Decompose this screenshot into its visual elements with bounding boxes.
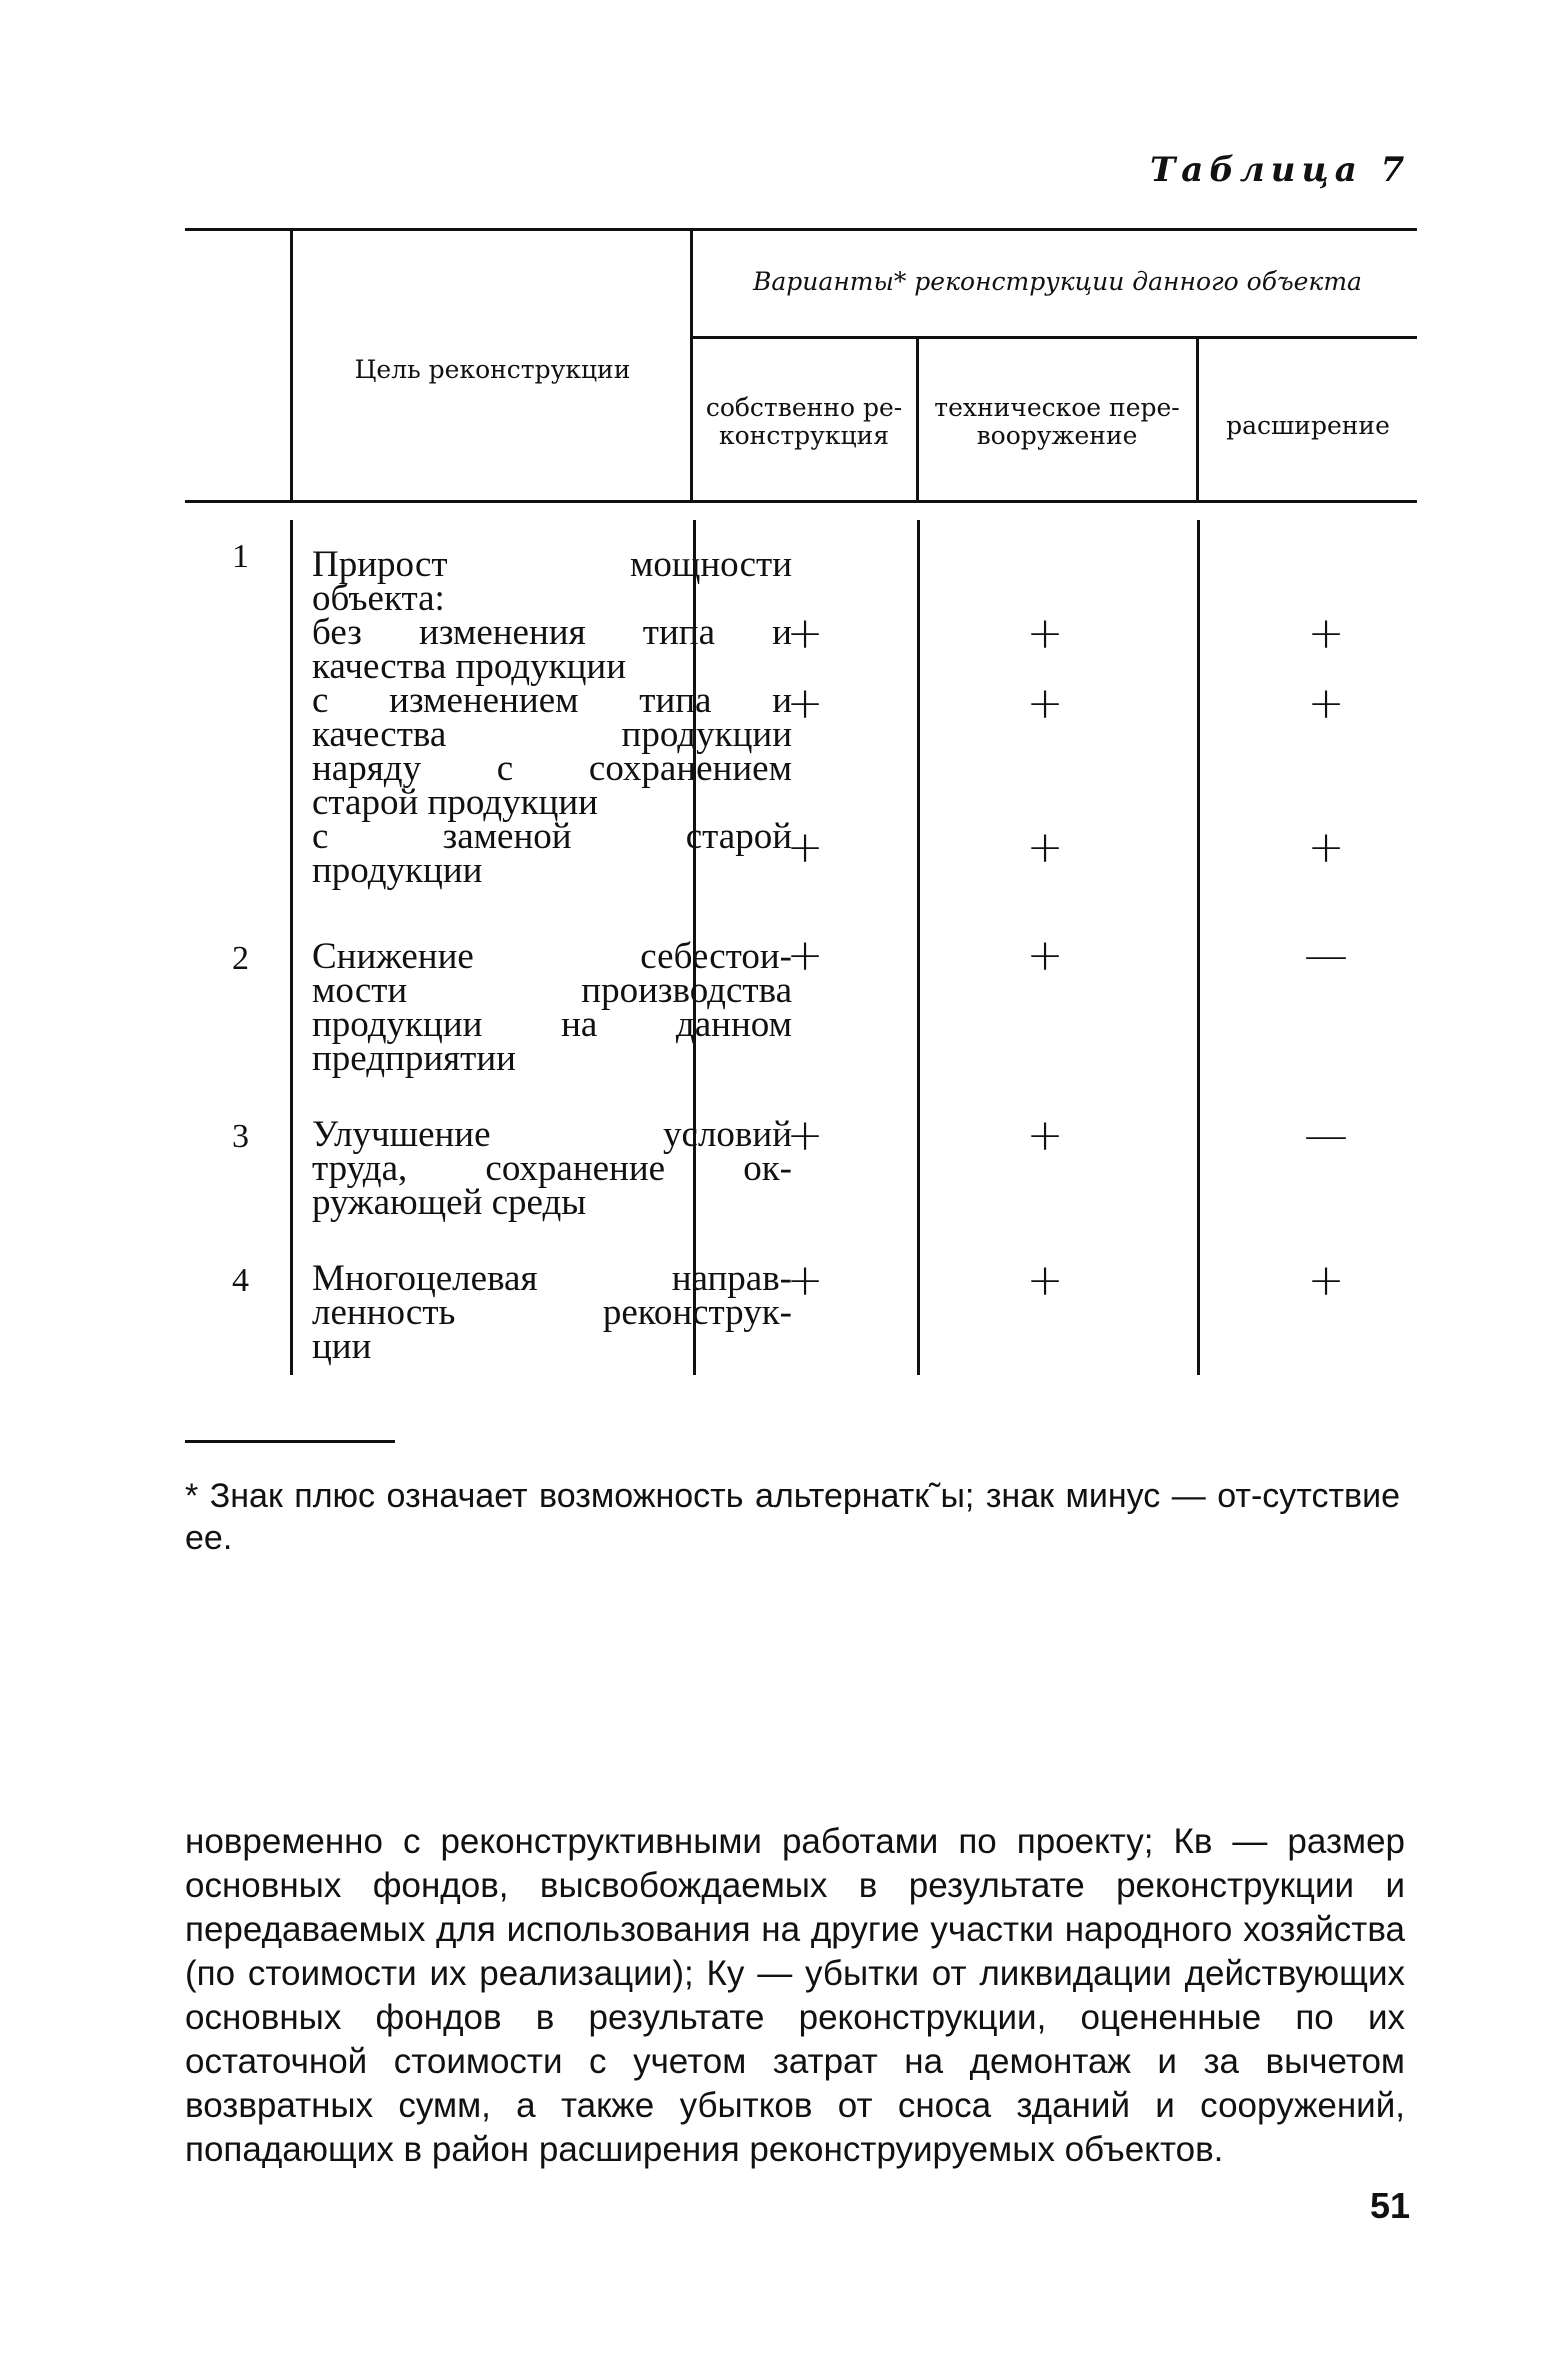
sign-cell: + bbox=[1026, 1255, 1064, 1306]
goal-line: Улучшение условий bbox=[312, 1114, 792, 1155]
goal-line: с изменением типа и bbox=[312, 680, 792, 721]
goal-line: мости производства bbox=[312, 970, 792, 1011]
sign-cell: + bbox=[1026, 930, 1064, 981]
body-vline-1 bbox=[290, 520, 293, 1375]
goal-line: труда, сохранение ок- bbox=[312, 1148, 792, 1189]
header-bottom-rule bbox=[185, 500, 1417, 503]
goal-line: ружающей среды bbox=[312, 1182, 587, 1223]
goal-line: ции bbox=[312, 1326, 372, 1367]
sign-cell: + bbox=[1026, 1110, 1064, 1161]
goal-line: продукции bbox=[312, 850, 483, 891]
sign-cell: — bbox=[1304, 930, 1348, 981]
body-paragraph: новременно с реконструктивными работами по проекту; Кв — размер основных фондов, высвобождаемых в результате реконструкции и передаваемых для использования на другие участки народного хозяйства (по стоимости их реализации); Ку — убытки от ликвидации действующих основных фондов в результате реконструкции, оцененные по их остаточной стоимости с учетом затрат на демонтаж и за вычетом возвратных сумм, а также убытков от сноса зданий и сооружений, попадающих в район расширения реконструируемых объектов. bbox=[185, 1822, 1405, 2169]
sign-cell: + bbox=[786, 678, 824, 729]
sign-cell: + bbox=[1307, 1255, 1345, 1306]
sign-cell: + bbox=[1307, 678, 1345, 729]
page-number: 51 bbox=[1370, 2185, 1411, 2226]
sign-cell: + bbox=[1307, 822, 1345, 873]
sign-cell: — bbox=[1304, 1110, 1348, 1161]
goal-line: качества продукции bbox=[312, 714, 792, 755]
body-vline-3 bbox=[917, 520, 920, 1375]
header-col-2-line-2: вооружение bbox=[976, 421, 1138, 450]
row-goal-text bbox=[312, 544, 792, 891]
sign-cell: + bbox=[1026, 608, 1064, 659]
header-col-1-line-2: конструкция bbox=[718, 421, 890, 450]
sign-cell: + bbox=[786, 1255, 824, 1306]
row-number: 4 bbox=[232, 1262, 249, 1299]
row-number: 3 bbox=[232, 1118, 249, 1155]
header-col-2-line-1: техническое пере- bbox=[934, 393, 1180, 422]
sign-cell: + bbox=[1026, 678, 1064, 729]
row-goal-text bbox=[312, 936, 792, 1079]
goal-line: качества продукции bbox=[312, 646, 626, 687]
row-goal-text bbox=[312, 1114, 792, 1223]
goal-line: старой продукции bbox=[312, 782, 598, 823]
sign-cell: + bbox=[786, 608, 824, 659]
header-vline-2 bbox=[690, 230, 693, 500]
header-goal-label: Цель реконструкции bbox=[354, 355, 631, 384]
header-col-own-reconstruction bbox=[690, 394, 918, 450]
row-number: 1 bbox=[232, 538, 249, 575]
header-col-1-line-1: собственно ре- bbox=[705, 393, 903, 422]
goal-line: объекта: bbox=[312, 578, 445, 619]
header-variants-label: Варианты* реконструкции данного объекта bbox=[753, 267, 1362, 296]
goal-line: с заменой старой bbox=[312, 816, 792, 857]
goal-line: Снижение себестои- bbox=[312, 936, 792, 977]
header-col-3-line-1: расширение bbox=[1226, 411, 1390, 440]
goal-line: ленность реконструк- bbox=[312, 1292, 792, 1333]
goal-line: без изменения типа и bbox=[312, 612, 792, 653]
sign-cell: + bbox=[1307, 608, 1345, 659]
goal-line: наряду с сохранением bbox=[312, 748, 792, 789]
goal-line: предприятии bbox=[312, 1038, 516, 1079]
goal-line: продукции на данном bbox=[312, 1004, 792, 1045]
header-col-expansion bbox=[1198, 412, 1418, 440]
header-divider bbox=[692, 336, 1417, 339]
row-goal-text bbox=[312, 1258, 792, 1367]
table-title: Таблица 7 bbox=[1150, 150, 1411, 190]
header-vline-1 bbox=[290, 230, 293, 500]
sign-cell: + bbox=[786, 822, 824, 873]
table-top-rule bbox=[185, 228, 1417, 231]
sign-cell: + bbox=[786, 930, 824, 981]
header-col-technical-reequipment bbox=[918, 394, 1196, 450]
goal-line: Прирост мощности bbox=[312, 544, 792, 585]
sign-cell: + bbox=[786, 1110, 824, 1161]
body-vline-4 bbox=[1197, 520, 1200, 1375]
footnote-rule bbox=[185, 1440, 395, 1443]
goal-line: Многоцелевая направ- bbox=[312, 1258, 792, 1299]
sign-cell: + bbox=[1026, 822, 1064, 873]
row-number: 2 bbox=[232, 940, 249, 977]
footnote: * Знак плюс означает возможность альтернатк˜ы; знак минус — от-сутствие ее. bbox=[185, 1477, 1400, 1557]
